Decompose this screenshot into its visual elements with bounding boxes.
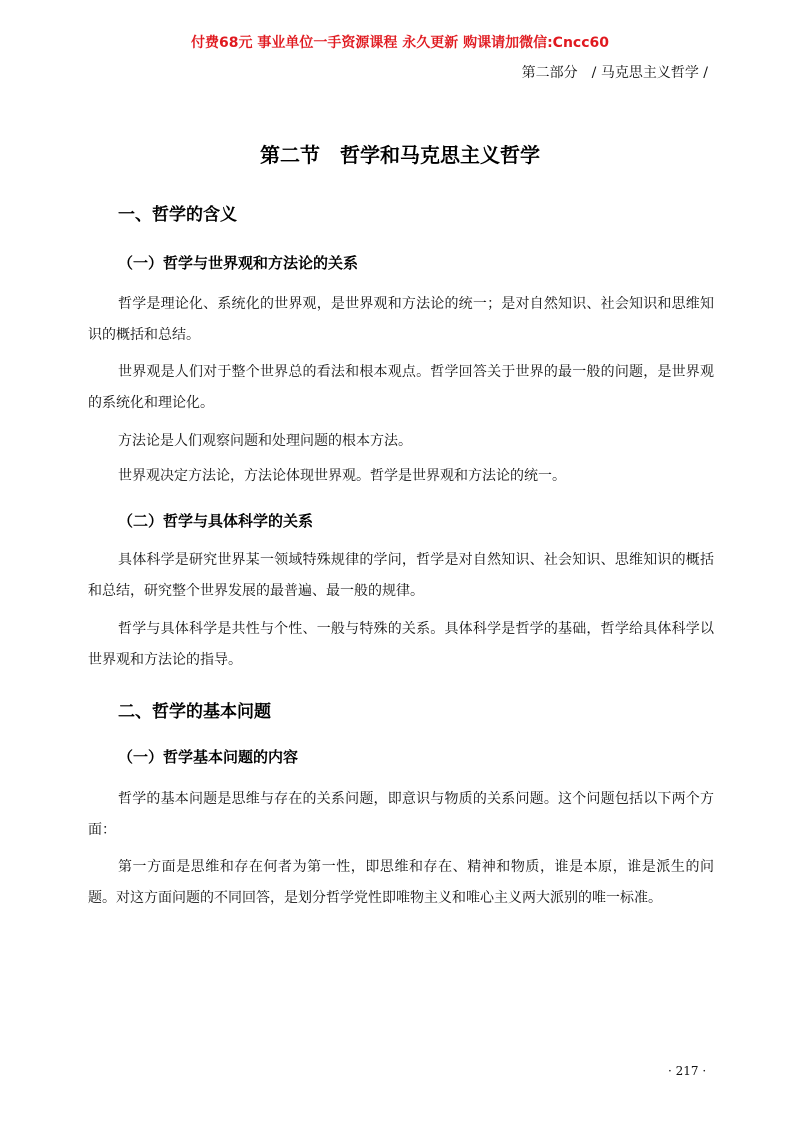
- paragraph: 哲学与具体科学是共性与个性、一般与特殊的关系。具体科学是哲学的基础，哲学给具体科学以世界观和方法论的指导。: [88, 621, 714, 668]
- heading-part1-sub1: （一）哲学与世界观和方法论的关系: [118, 254, 359, 272]
- running-head: 第二部分 / 马克思主义哲学 /: [521, 65, 708, 81]
- paragraph: 哲学的基本问题是思维与存在的关系问题，即意识与物质的关系问题。这个问题包括以下两个方面：: [88, 791, 714, 838]
- paragraph: 世界观决定方法论，方法论体现世界观。哲学是世界观和方法论的统一。: [118, 468, 566, 484]
- heading-part2: 二、哲学的基本问题: [118, 702, 271, 722]
- section-title: 第二节 哲学和马克思主义哲学: [260, 143, 540, 167]
- paragraph: 方法论是人们观察问题和处理问题的根本方法。: [118, 433, 412, 449]
- promo-banner: 付费68元 事业单位一手资源课程 永久更新 购课请加微信:Cncc60: [190, 35, 610, 51]
- paragraph: 世界观是人们对于整个世界总的看法和根本观点。哲学回答关于世界的最一般的问题，是世界观的系统化和理论化。: [88, 364, 714, 411]
- page-number: · 217 ·: [668, 1064, 707, 1078]
- paragraph: 第一方面是思维和存在何者为第一性，即思维和存在、精神和物质，谁是本原，谁是派生的问题。对这方面问题的不同回答，是划分哲学党性即唯物主义和唯心主义两大派别的唯一标准。: [88, 859, 714, 906]
- heading-part1: 一、哲学的含义: [118, 205, 237, 225]
- paragraph: 哲学是理论化、系统化的世界观，是世界观和方法论的统一；是对自然知识、社会知识和思维知识的概括和总结。: [88, 296, 714, 343]
- heading-part1-sub2: （二）哲学与具体科学的关系: [118, 512, 314, 530]
- heading-part2-sub1: （一）哲学基本问题的内容: [118, 748, 299, 766]
- paragraph: 具体科学是研究世界某一领域特殊规律的学问，哲学是对自然知识、社会知识、思维知识的概括和总结，研究整个世界发展的最普遍、最一般的规律。: [88, 552, 714, 599]
